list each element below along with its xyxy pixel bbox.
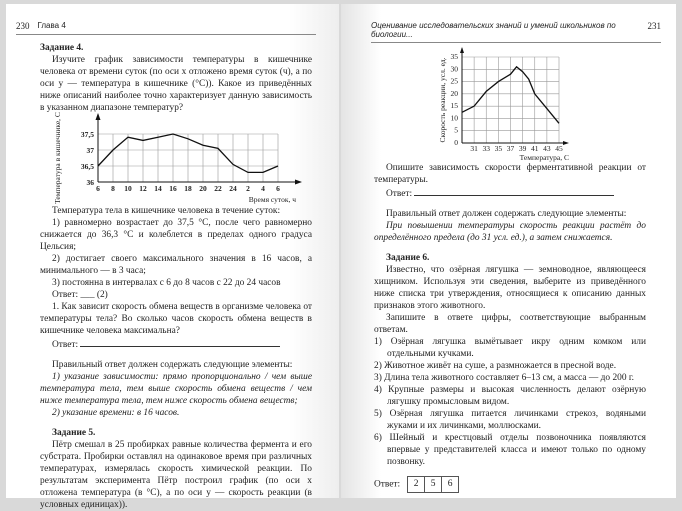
label: 1) указание зависимости:	[52, 372, 159, 382]
x-tick-label: 2	[246, 184, 250, 193]
answer-row	[374, 186, 646, 200]
list-item: 3) Длина тела животного составляет 6–13 см, а масса — до 200 г.	[374, 373, 634, 383]
list-item: 5) Озёрная лягушка питается личинками стрекоз, водяными жуками и их личинками, моллюсками.	[374, 409, 646, 431]
correct-heading: Правильный ответ должен содержать следующие элементы:	[386, 209, 627, 219]
x-axis-label: Температура, С	[519, 153, 569, 162]
x-tick-label: 43	[543, 144, 551, 153]
x-tick-label: 6	[276, 184, 280, 193]
x-tick-label: 12	[139, 184, 147, 193]
option-3: 3) постоянна в интервалах с 6 до 8 часов с 22 до 24 часов	[52, 278, 281, 288]
y-tick-label: 25	[450, 76, 458, 86]
x-tick-label: 10	[124, 184, 132, 193]
y-tick-label: 0	[454, 138, 458, 147]
task-4-options	[40, 205, 312, 511]
answer-row	[40, 337, 312, 351]
x-tick-label: 35	[494, 144, 503, 153]
answer-boxes	[408, 476, 459, 493]
correct-2	[40, 407, 312, 419]
x-tick-label: 14	[154, 184, 162, 193]
left-page	[6, 4, 339, 510]
correct-1	[40, 371, 312, 407]
x-tick-label: 6	[96, 184, 100, 193]
y-tick-label: 37	[86, 146, 94, 155]
x-tick-label: 16	[169, 184, 177, 193]
x-tick-label: 18	[184, 184, 192, 193]
y-tick-label: 20	[450, 88, 458, 98]
x-tick-label: 39	[518, 144, 527, 153]
x-tick-label: 4	[261, 184, 265, 193]
x-tick-label: 8	[111, 184, 115, 193]
task-6-instruction: Запишите в ответе цифры, соответствующие выбранным ответам.	[374, 313, 646, 335]
x-tick-label: 41	[531, 144, 539, 153]
list-item: 2) Животное живёт на суше, а размножается в пресной воде.	[374, 361, 617, 371]
x-tick-label: 33	[482, 144, 490, 153]
y-tick-label: 37,5	[80, 130, 94, 139]
label: 2) указание времени:	[52, 408, 135, 418]
answer-label: Ответ:	[386, 189, 413, 199]
page-number: 231	[647, 21, 661, 31]
x-tick-label: 20	[199, 184, 207, 193]
answer-box: 2	[407, 476, 425, 493]
y-tick-label: 15	[450, 101, 458, 111]
y-axis-arrow	[460, 47, 464, 53]
answer-box: 5	[424, 476, 442, 493]
task-5-text: Пётр смешал в 25 пробирках равные количества фермента и его субстрата. Пробирки оставлял на одинаковое время при различных температурах, измерялась скорость химической реакции. По результатам эксперимента Пётр построил график (по оси x отложена температура (в °С), а по оси y — скорость реакции (в условных единицах)).	[40, 440, 312, 510]
y-tick-label: 30	[450, 64, 458, 74]
list-item: 4) Крупные размеры и высокая численность делают озёрную лягушку промысловым видом.	[374, 385, 646, 407]
x-tick-label: 37	[506, 144, 515, 153]
task-6-title: Задание 6.	[386, 253, 430, 263]
answer-line	[414, 186, 614, 196]
chapter-title: Глава 4	[37, 21, 66, 30]
task-5-title: Задание 5.	[52, 428, 96, 438]
answer-label: Ответ:	[52, 340, 79, 350]
text: прямо пропорционально / чем выше температура тела, тем выше скорость обмена веществ / чем ниже температура тела, тем ниже скорость обмена веществ;	[40, 372, 312, 406]
x-axis-arrow	[563, 141, 569, 145]
task-title: Задание 4.	[40, 43, 84, 53]
x-tick-label: 22	[214, 184, 222, 193]
option-1: 1) равномерно возрастает до 37,5 °С, после чего равномерно снижается до 36,3 °С и колеблется в пределах одного градуса Цельсия;	[40, 218, 312, 252]
list-item: 1) Озёрная лягушка вымётывает икру одним комком или отдельными кучками.	[374, 337, 646, 359]
running-head: Оценивание исследовательских знаний и умений школьников по биологии...	[371, 21, 616, 39]
correct-text: При повышении температуры скорость реакции растёт до определённого предела (до 31 усл. ед.), а затем снижается.	[374, 221, 646, 243]
x-tick-label: 45	[555, 144, 563, 153]
task-4	[40, 42, 312, 114]
x-tick-label: 24	[229, 184, 237, 193]
y-tick-label: 36	[86, 178, 94, 187]
correct-heading: Правильный ответ должен содержать следующие элементы:	[52, 360, 293, 370]
x-tick-label: 31	[470, 144, 478, 153]
y-tick-label: 10	[450, 113, 458, 123]
describe-question: Опишите зависимость скорости ферментативной реакции от температуры.	[374, 163, 646, 185]
y-tick-label: 5	[454, 125, 458, 135]
y-axis-label: Температура в кишечнике, С	[53, 112, 62, 204]
page-header	[16, 21, 316, 35]
page-header	[371, 21, 661, 43]
task-6-text: Известно, что озёрная лягушка — земноводное, являющееся хищником. Используя эти сведения, выберите из приведённого ниже списка три утверждения, относящиеся к описанию данных признаков этого животного.	[374, 265, 646, 311]
list-item: 6) Шейный и крестцовый отделы позвоночника появляются впервые у представителей класса и имеют только по одному позвонку.	[374, 433, 646, 467]
answer: Ответ: ___ (2)	[52, 290, 108, 300]
answer-line	[80, 337, 280, 347]
reaction-rate-chart	[436, 44, 586, 164]
y-tick-label: 35	[450, 52, 458, 61]
question: 1. Как зависит скорость обмена веществ в организме человека от температуры тела? Во сколько часов скорость обмена веществ в кишечнике человека максимальна?	[40, 302, 312, 336]
answer-box: 6	[441, 476, 459, 493]
options-intro: Температура тела в кишечнике человека в течение суток:	[52, 206, 281, 216]
y-axis-arrow	[96, 113, 101, 120]
task-text: Изучите график зависимости температуры в кишечнике человека от времени суток (по оси x отложено время суток (ч), а по оси y — температура в кишечнике (°С)). Какое из приведённых ниже описаний наиболее точно характеризует данную зависимость в указанном диапазоне температур?	[40, 55, 312, 113]
temperature-chart	[46, 112, 316, 204]
option-2: 2) достигает своего максимального значения в 16 часов, а минимального — в 3 часа;	[40, 254, 312, 276]
x-axis-label: Время суток, ч	[248, 195, 296, 204]
page-number: 230	[16, 21, 30, 31]
y-tick-label: 36,5	[80, 162, 94, 171]
right-text	[374, 162, 646, 493]
right-page	[341, 4, 676, 498]
x-axis-arrow	[295, 180, 302, 185]
y-axis-label: Скорость реакции, усл. ед.	[438, 57, 447, 143]
final-answer-label: Ответ:	[374, 479, 401, 490]
final-answer-row	[374, 476, 646, 493]
text: в 16 часов.	[136, 408, 180, 418]
